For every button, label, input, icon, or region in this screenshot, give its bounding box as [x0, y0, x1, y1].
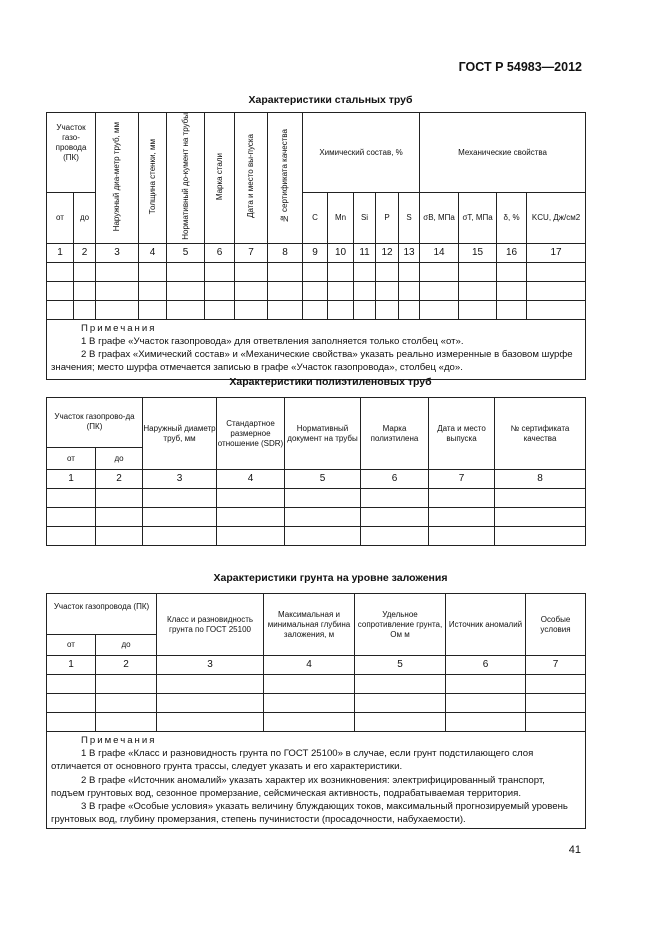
steel-table-title: Характеристики стальных труб — [248, 94, 413, 106]
chem-s-header: S — [399, 193, 420, 244]
mech-kcu-header: KCU, Дж/см2 — [527, 193, 586, 244]
steel-notes — [47, 319, 586, 379]
col-number: 7 — [429, 470, 495, 489]
steel-diameter-header: Наружный диа-метр труб, мм — [96, 113, 139, 244]
soil-resistance-header: Удельное сопротивление грунта, Ом м — [355, 594, 446, 656]
soil-depth-header: Максимальная и минимальная глубина заложения, м — [264, 594, 355, 656]
pe-date-header: Дата и место выпуска — [429, 398, 495, 470]
steel-section-header: Участок газо-провода (ПК) — [47, 113, 96, 193]
pe-normdoc-header: Нормативный документ на трубы — [285, 398, 361, 470]
col-number: 17 — [527, 243, 586, 262]
chem-si-header: Si — [354, 193, 376, 244]
note-item: 2 В графе «Источник аномалий» указать характер их возникновения: электрифицированный транспорт, подъем грунтовых вод, сезонное промерзание, сейсмическая активность, подрабатываемая территория. — [51, 774, 545, 799]
col-number: 8 — [268, 243, 303, 262]
col-number: 7 — [235, 243, 268, 262]
pe-to-header: до — [96, 448, 143, 470]
page-number: 41 — [568, 844, 581, 856]
chem-mn-header: Mn — [328, 193, 354, 244]
pe-cert-header: № сертификата качества — [495, 398, 586, 470]
pe-pipes-table — [46, 397, 586, 546]
col-number: 8 — [495, 470, 586, 489]
soil-notes — [47, 732, 586, 829]
steel-cert-header: № сертификата качества — [268, 113, 303, 244]
col-number: 16 — [497, 243, 527, 262]
table-row — [47, 713, 586, 732]
col-number: 4 — [264, 656, 355, 675]
col-number: 1 — [47, 243, 74, 262]
steel-grade-header: Марка стали — [205, 113, 235, 244]
table-row — [47, 300, 586, 319]
col-number: 2 — [74, 243, 96, 262]
soil-from-header: от — [47, 635, 96, 656]
note-item: 1 В графе «Класс и разновидность грунта по ГОСТ 25100» в случае, если грунт подстилающего слоя отличается от основного грунта трассы, следует указать и его характеристики. — [51, 748, 534, 773]
col-number: 6 — [361, 470, 429, 489]
col-number: 9 — [303, 243, 328, 262]
steel-pipes-table — [46, 112, 586, 380]
pe-section-header: Участок газопрово-да (ПК) — [47, 398, 143, 448]
note-item: 2 В графах «Химический состав» и «Механические свойства» указать реально измеренные в базовом шурфе значения; место шурфа отмечается записью в графе «Участок газопровода», столбец «до». — [51, 349, 573, 374]
col-number: 3 — [143, 470, 217, 489]
col-number: 5 — [285, 470, 361, 489]
steel-from-header: от — [47, 193, 74, 244]
col-number: 6 — [446, 656, 526, 675]
soil-number-row — [47, 656, 586, 675]
steel-to-header: до — [74, 193, 96, 244]
soil-to-header: до — [96, 635, 157, 656]
chem-p-header: P — [376, 193, 399, 244]
pe-table-title: Характеристики полиэтиленовых труб — [229, 376, 432, 388]
mech-delta-header: δ, % — [497, 193, 527, 244]
steel-thickness-header: Толщина стенки, мм — [139, 113, 167, 244]
steel-date-header: Дата и место вы-пуска — [235, 113, 268, 244]
soil-table — [46, 593, 586, 829]
col-number: 2 — [96, 470, 143, 489]
mech-sigma-b-header: σВ, МПа — [420, 193, 459, 244]
table-row — [47, 508, 586, 527]
col-number: 12 — [376, 243, 399, 262]
col-number: 2 — [96, 656, 157, 675]
col-number: 1 — [47, 470, 96, 489]
col-number: 14 — [420, 243, 459, 262]
col-number: 5 — [167, 243, 205, 262]
table-row — [47, 527, 586, 546]
col-number: 3 — [157, 656, 264, 675]
col-number: 10 — [328, 243, 354, 262]
col-number: 15 — [459, 243, 497, 262]
note-item: 3 В графе «Особые условия» указать величину блуждающих токов, максимальный прогнозируемый уровень грунтовых вод, глубину промерзания, степень пучинистости (просадочности, набухаемости). — [51, 801, 568, 826]
mech-sigma-t-header: σТ, МПа — [459, 193, 497, 244]
chem-composition-header: Химический состав, % — [303, 113, 420, 193]
col-number: 3 — [96, 243, 139, 262]
col-number: 5 — [355, 656, 446, 675]
pe-diameter-header: Наружный диаметр труб, мм — [143, 398, 217, 470]
col-number: 4 — [139, 243, 167, 262]
steel-normdoc-header: Нормативный до-кумент на трубы — [167, 113, 205, 244]
table-row — [47, 262, 586, 281]
pe-from-header: от — [47, 448, 96, 470]
table-row — [47, 489, 586, 508]
chem-c-header: C — [303, 193, 328, 244]
document-header: ГОСТ Р 54983—2012 — [458, 60, 582, 74]
soil-section-header: Участок газопровода (ПК) — [47, 594, 157, 635]
pe-sdr-header: Стандартное размерное отношение (SDR) — [217, 398, 285, 470]
table-row — [47, 281, 586, 300]
col-number: 13 — [399, 243, 420, 262]
col-number: 4 — [217, 470, 285, 489]
col-number: 7 — [526, 656, 586, 675]
col-number: 1 — [47, 656, 96, 675]
note-item: 1 В графе «Участок газопровода» для ответвления заполняется только столбец «от». — [81, 335, 464, 347]
table-row — [47, 694, 586, 713]
soil-class-header: Класс и разновидность грунта по ГОСТ 25100 — [157, 594, 264, 656]
col-number: 11 — [354, 243, 376, 262]
soil-special-header: Особые условия — [526, 594, 586, 656]
notes-title: Примечания — [81, 322, 157, 334]
pe-grade-header: Марка полиэтилена — [361, 398, 429, 470]
pe-number-row — [47, 470, 586, 489]
soil-table-title: Характеристики грунта на уровне заложения — [213, 572, 448, 584]
notes-title: Примечания — [81, 735, 157, 746]
mech-properties-header: Механические свойства — [420, 113, 586, 193]
soil-anomaly-header: Источник аномалий — [446, 594, 526, 656]
col-number: 6 — [205, 243, 235, 262]
steel-number-row — [47, 243, 586, 262]
table-row — [47, 675, 586, 694]
